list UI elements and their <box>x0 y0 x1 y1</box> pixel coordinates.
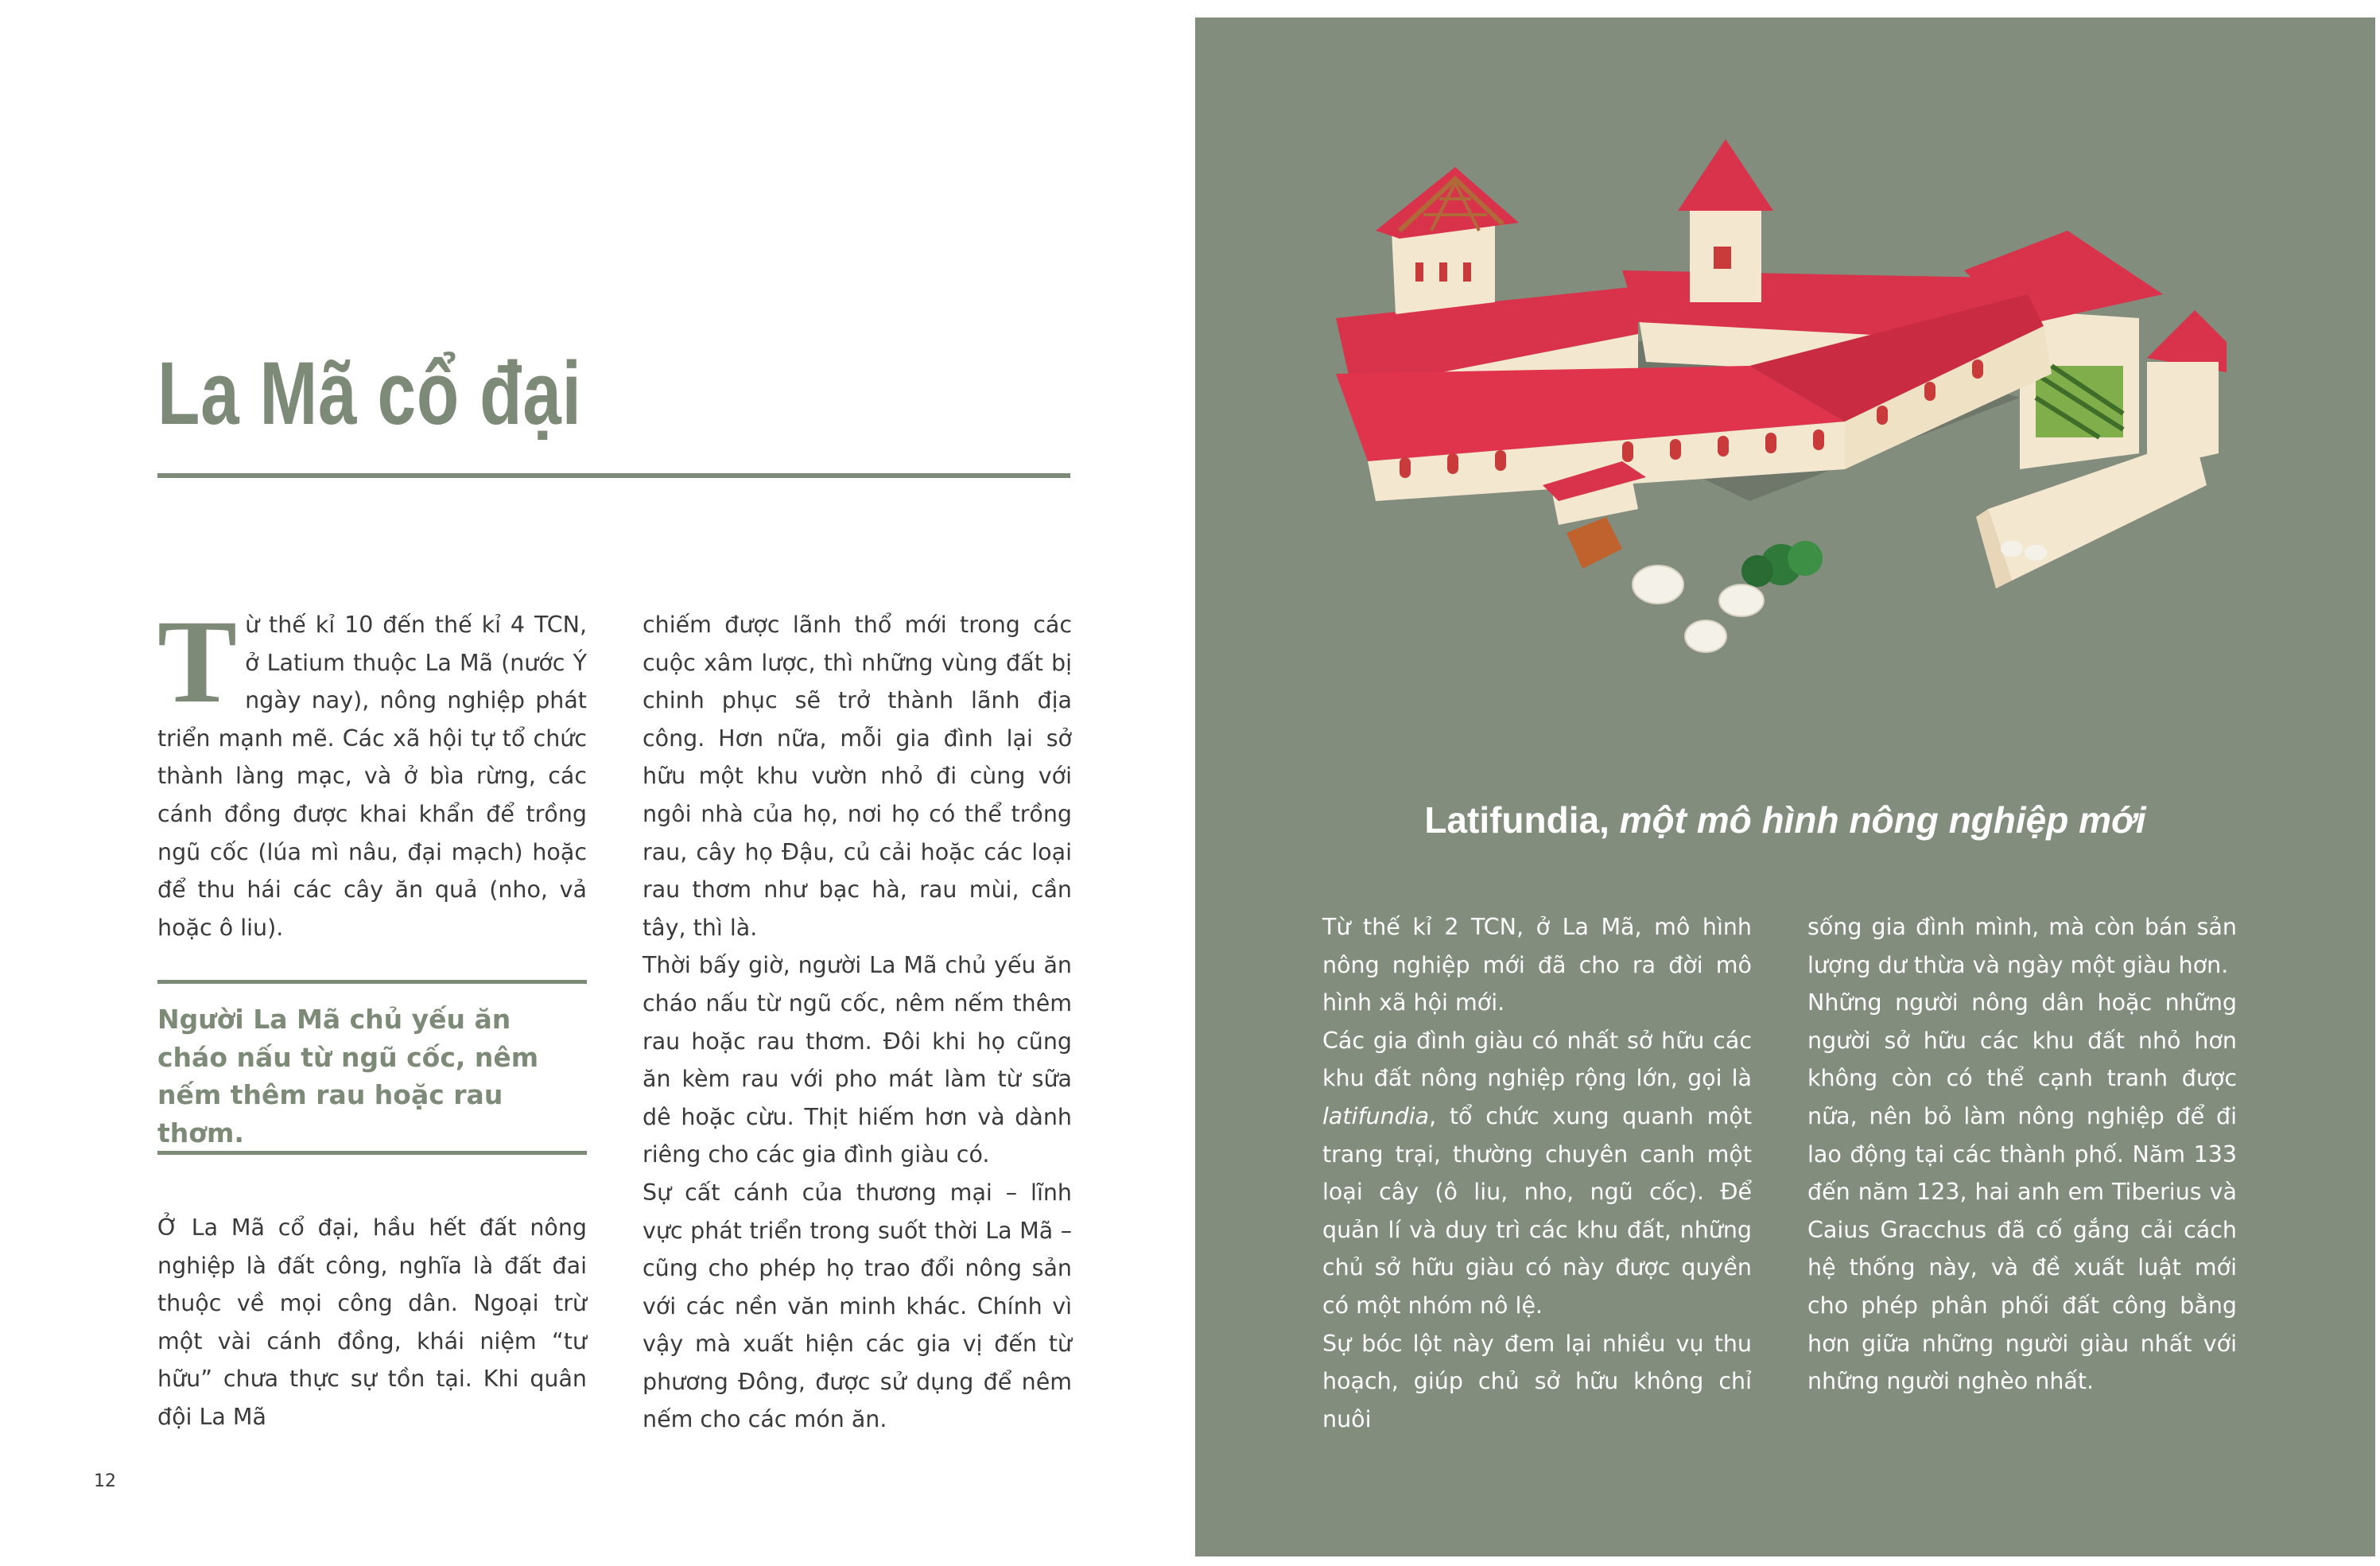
pull-quote: Người La Mã chủ yếu ăn cháo nấu từ ngũ cốc, nêm nếm thêm rau hoặc rau thơm. <box>157 1004 539 1148</box>
body-paragraph-public-land: Ở La Mã cổ đại, hầu hết đất nông nghiệp là đất công, nghĩa là đất đai thuộc về mọi công dân. Ngoại trừ một vài cánh đồng, khái niệm “tư hữu” chưa thực sự tồn tại. Khi quân đội La Mã <box>157 1214 587 1430</box>
pull-quote-rule-bottom <box>157 1151 587 1155</box>
title-underline <box>157 473 1070 478</box>
stairs <box>1567 517 1622 569</box>
roman-villa-illustration <box>1304 135 2227 692</box>
body-paragraph: Sự cất cánh của thương mại – lĩnh vực phát triển trong suốt thời La Mã – cũng cho phép họ trao đổi nông sản với các nền văn minh khác. Chính vì vậy mà xuất hiện các gia vị đến từ phương Đông, được sử dụng để nêm nếm cho các món ăn. <box>643 1179 1072 1433</box>
drop-cap: T <box>157 596 238 728</box>
intro-paragraph <box>157 596 587 946</box>
sidebar-paragraph: sống gia đình mình, mà còn bán sản lượng dư thừa và ngày một giàu hơn. <box>1807 914 2237 978</box>
body-column-2 <box>643 606 1072 1439</box>
intro-text: ừ thế kỉ 10 đến thế kỉ 4 TCN, ở Latium thuộc La Mã (nước Ý ngày nay), nông nghiệp phát triển mạnh mẽ. Các xã hội tự tổ chức thành làng mạc, và ở bìa rừng, các cánh đồng được khai khẩn để trồng ngũ cốc (lúa mì nâu, đại mạch) hoặc để thu hái các cây ăn quả (nho, vả hoặc ô liu). <box>157 612 587 941</box>
latifundia-term: latifundia <box>1322 1102 1430 1129</box>
sidebar-column-1 <box>1322 908 1752 1438</box>
body-paragraph: chiếm được lãnh thổ mới trong các cuộc xâm lược, thì những vùng đất bị chinh phục sẽ trở thành lãnh địa công. Hơn nữa, mỗi gia đình lại sở hữu một khu vườn nhỏ đi cùng với ngôi nhà của họ, nơi họ có thể trồng rau, cây họ Đậu, củ cải hoặc các loại rau thơm như bạc hà, rau mùi, cần tây, thì là. <box>643 612 1072 941</box>
sidebar-paragraph: Các gia đình giàu có nhất sở hữu các khu đất nông nghiệp rộng lớn, gọi là latifundia, tổ chức xung quanh một trang trại, thường chuyên canh một loại cây (ô liu, nho, ngũ cốc). Để quản lí và duy trì các khu đất, những chủ sở hữu giàu có này được quyền có một nhóm nô lệ. <box>1322 1027 1752 1319</box>
sidebar-column-2 <box>1807 908 2237 1401</box>
sidebar-paragraph: Những người nông dân hoặc những người sở hữu các khu đất nhỏ hơn không còn có thể cạnh tranh được nữa, nên bỏ làm nông nghiệp để đi lao động tại các thành phố. Năm 133 đến năm 123, hai anh em Tiberius và Caius Gracchus đã cố gắng cải cách hệ thống này, và đề xuất luật mới cho phép phân phối đất công bằng hơn giữa những người giàu nhất với những người nghèo nhất. <box>1807 989 2237 1395</box>
pull-quote-rule-top <box>157 980 587 984</box>
page-title: La Mã cổ đại <box>157 344 582 443</box>
sidebar-title: Latifundia, một mô hình nông nghiệp mới <box>1424 799 2146 841</box>
sidebar-paragraph: Từ thế kỉ 2 TCN, ở La Mã, mô hình nông nghiệp mới đã cho ra đời mô hình xã hội mới. <box>1322 914 1752 1016</box>
body-paragraph: Thời bấy giờ, người La Mã chủ yếu ăn cháo nấu từ ngũ cốc, nêm nếm thêm rau hoặc rau thơm. Đôi khi họ cũng ăn kèm rau với pho mát làm từ sữa dê hoặc cừu. Thịt hiếm hơn và dành riêng cho các gia đình giàu có. <box>643 952 1072 1168</box>
sidebar-paragraph: Sự bóc lột này đem lại nhiều vụ thu hoạch, giúp chủ sở hữu không chỉ nuôi <box>1322 1330 1752 1432</box>
page-number: 12 <box>94 1471 116 1491</box>
